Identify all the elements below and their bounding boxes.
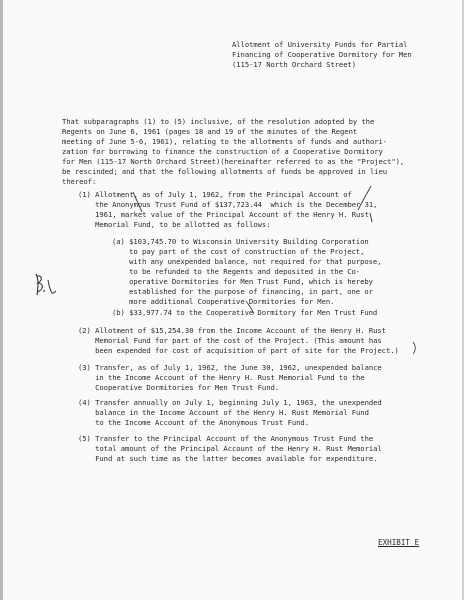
intro-line-6: be rescinded; and that the following allotments of funds be approved in lieu [62, 167, 388, 176]
item2-line-2: Memorial Fund for part of the cost of the Project. (This amount has [78, 336, 382, 345]
intro-line-1: That subparagraphs (1) to (5) inclusive, of the resolution adopted by the [62, 117, 375, 126]
item5-line-1: (5) Transfer to the Principal Account of the Anonymous Trust Fund the [78, 434, 374, 443]
item2-line-1: (2) Allotment of $15,254.30 from the Income Account of the Henry H. Rust [78, 326, 386, 335]
header-line-3: (115-17 North Orchard Street) [232, 60, 357, 69]
scan-edge-left [0, 0, 3, 600]
intro-line-5: for Men (115-17 North Orchard Street)(hereinafter referred to as the "Project"), [62, 157, 405, 166]
item1-line-1: (1) Allotment, as of July 1, 1962, from the Principal Account of [78, 190, 352, 199]
header-line-1: Allotment of University Funds for Partial [232, 40, 408, 49]
item4-line-2: balance in the Income Account of the Henry H. Rust Memorial Fund [78, 408, 369, 417]
item4-line-1: (4) Transfer annually on July 1, beginning July 1, 1963, the unexpended [78, 398, 382, 407]
item1a-line-4: to be refunded to the Regents and deposited in the Co- [112, 267, 361, 276]
handwritten-initials-mark [30, 270, 58, 300]
item3-line-3: Cooperative Dormitories for Men Trust Fund. [78, 383, 280, 392]
item5-line-3: Fund at such time as the latter becomes available for expenditure. [78, 454, 378, 463]
item5-line-2: total amount of the Principal Account of the Henry H. Rust Memorial [78, 444, 382, 453]
header-line-2: Financing of Cooperative Dormitory for Men [232, 50, 412, 59]
item2-line-3: been expended for cost of acquisition of part of site for the Project.) [78, 346, 399, 355]
intro-line-2: Regents on June 6, 1961 (pages 18 and 19 of the minutes of the Regent [62, 127, 358, 136]
item3-line-1: (3) Transfer, as of July 1, 1962, the June 30, 1962, unexpended balance [78, 363, 382, 372]
item1a-line-1: (a) $103,745.70 to Wisconsin University Building Corporation [112, 237, 369, 246]
intro-line-3: meeting of June 5-6, 1961), relating to the allotments of funds and authori- [62, 137, 388, 146]
item1-line-4: Memorial Fund, to be allotted as follows: [78, 220, 271, 229]
item1b-line-1: (b) $33,977.74 to the Cooperative Dormitory for Men Trust Fund [112, 308, 378, 317]
item1a-line-6: established for the purpose of financing, in part, one or [112, 287, 373, 296]
intro-line-7: thereof: [62, 177, 97, 186]
item1a-line-5: operative Dormitories for Men Trust Fund, which is hereby [112, 277, 373, 286]
item1-line-2: the Anonymous Trust Fund of $137,723.44 which is the December 31, [78, 200, 378, 209]
exhibit-label: EXHIBIT E [378, 538, 420, 547]
item4-line-3: to the Income Account of the Anonymous Trust Fund. [78, 418, 309, 427]
item1a-line-2: to pay part of the cost of construction of the Project, [112, 247, 365, 256]
intro-line-4: zation for borrowing to finance the construction of a Cooperative Dormitory [62, 147, 383, 156]
item3-line-2: in the Income Account of the Henry H. Rust Memorial Fund to the [78, 373, 365, 382]
item1-line-3: 1961, market value of the Principal Account of the Henry H. Rust [78, 210, 369, 219]
item1a-line-3: with any unexpended balance, not required for that purpose, [112, 257, 382, 266]
item1a-line-7: more additional Cooperative Dormitories for Men. [112, 297, 335, 306]
